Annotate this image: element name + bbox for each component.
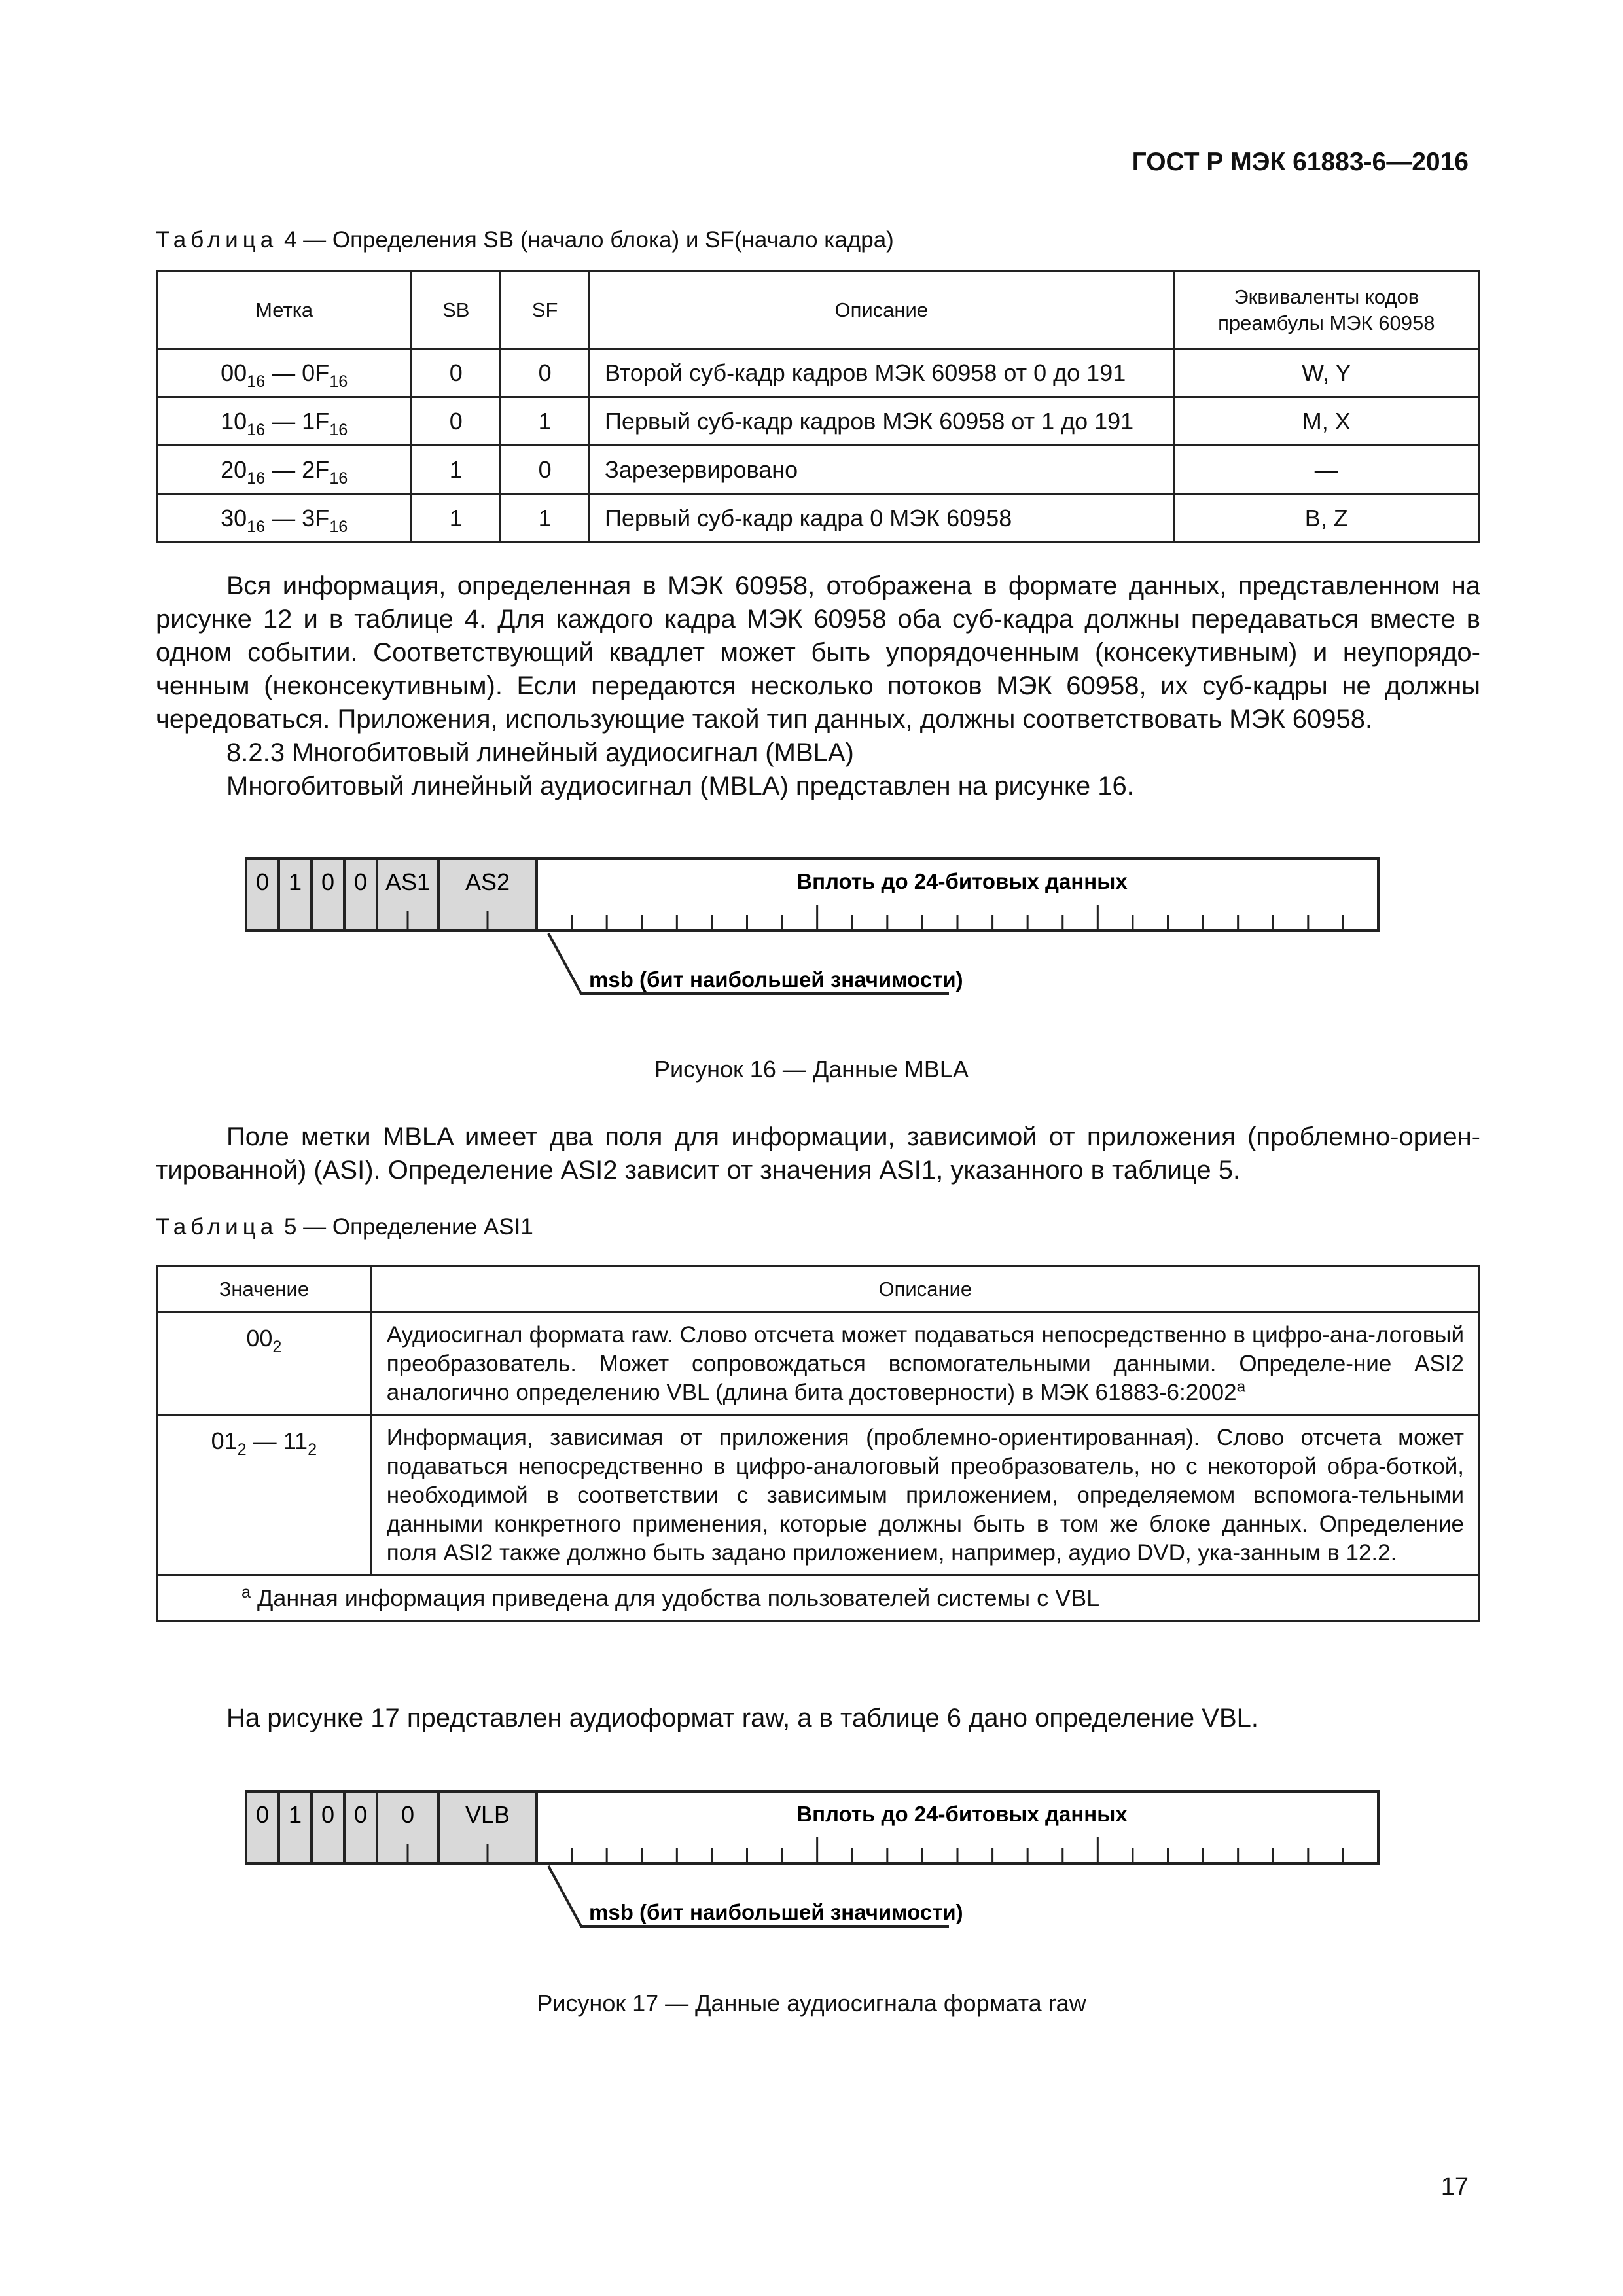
figure16-msb-label: msb (бит наибольшей значимости): [589, 967, 963, 992]
paragraph-raw-format: [156, 1702, 1480, 1735]
paragraph-line: рисунке 12 и в таблице 4. Для каждого кадра МЭК 60958 оба суб-кадра должны передаваться вместе в: [156, 605, 1480, 634]
table-row: [157, 397, 1480, 446]
paragraph-line: ченным (неконсекутивным). Если передаются несколько потоков МЭК 60958, их суб-кадры не должны: [156, 672, 1480, 700]
label-end-sub: 16: [329, 420, 348, 439]
figure17-diagram: [236, 1777, 1400, 1947]
table-row: [157, 494, 1480, 543]
table5-value-cell: [157, 1312, 372, 1415]
paragraph-line: На рисунке 17 представлен аудиоформат raw, а в таблице 6 дано определение VBL.: [226, 1704, 1258, 1732]
table5: [156, 1265, 1480, 1622]
table4-header-desc: Описание: [590, 272, 1174, 349]
field-cell-label: 0: [353, 1801, 368, 1828]
table-row: [157, 446, 1480, 494]
field-cell-label: AS2: [465, 869, 510, 895]
footnote-ref: a: [1236, 1378, 1246, 1396]
table4-sf-cell: 0: [501, 349, 590, 397]
table4-label-cell: [157, 446, 412, 494]
value-end-sub: 2: [308, 1440, 317, 1459]
field-cell-label: 0: [321, 1801, 335, 1828]
table4-sf-cell: 1: [501, 397, 590, 446]
value-sep: —: [246, 1427, 283, 1454]
paragraph-line: чередоваться. Приложения, использующие такой тип данных, должны соответствовать МЭК 60958.: [156, 705, 1373, 734]
label-start-sub: 16: [247, 372, 266, 391]
figure17-msb-label: msb (бит наибольшей значимости): [589, 1900, 963, 1924]
label-end: 0F: [302, 359, 330, 386]
label-start: 00: [221, 359, 247, 386]
field-cell-label: AS1: [385, 869, 431, 895]
table4-header-label: Метка: [157, 272, 412, 349]
table-row: [157, 349, 1480, 397]
field-cell-label: 0: [321, 869, 335, 895]
table4-header-row: [157, 272, 1480, 349]
table4-desc-cell: Второй суб-кадр кадров МЭК 60958 от 0 до 191: [590, 349, 1174, 397]
paragraph-mbla-asi: [156, 1121, 1480, 1187]
label-end-sub: 16: [329, 372, 348, 391]
paragraph-mbla-intro: Многобитовый линейный аудиосигнал (MBLA) представлен на рисунке 16.: [226, 772, 1134, 800]
paragraph-line: тированной) (ASI). Определение ASI2 зависит от значения ASI1, указанного в таблице 5.: [156, 1156, 1241, 1185]
table4-header-equiv-line2: преамбулы МЭК 60958: [1218, 311, 1435, 334]
table4-sf-cell: 1: [501, 494, 590, 543]
table4-desc-cell: Зарезервировано: [590, 446, 1174, 494]
table4-equiv-cell: M, X: [1173, 397, 1479, 446]
label-start: 10: [221, 407, 247, 435]
paragraph-line: одном событии. Соответствующий квадлет может быть упорядоченным (консекутивным) и неупорядо-: [156, 638, 1480, 667]
table5-caption-label: Таблица: [156, 1214, 278, 1240]
figure16-caption: Рисунок 16 — Данные MBLA: [654, 1056, 969, 1083]
figure17-ticks: [408, 1837, 1343, 1863]
label-start-sub: 16: [247, 420, 266, 439]
figure17-data-label: Вплоть до 24-битовых данных: [796, 1802, 1128, 1826]
table4-sb-cell: 1: [412, 446, 501, 494]
footnote-mark: a: [241, 1583, 251, 1602]
label-end: 1F: [302, 407, 330, 435]
table5-header-desc: Описание: [371, 1266, 1479, 1312]
table4-sb-cell: 1: [412, 494, 501, 543]
table4-label-cell: [157, 397, 412, 446]
table5-value-cell: [157, 1415, 372, 1575]
table4-header-equiv: [1173, 272, 1479, 349]
field-cell-label: VLB: [465, 1801, 510, 1828]
table5-footnote-row: [157, 1575, 1480, 1621]
table4: [156, 270, 1480, 543]
label-start: 20: [221, 456, 247, 483]
table4-caption: [156, 227, 894, 253]
table4-sb-cell: 0: [412, 349, 501, 397]
table5-caption: [156, 1214, 533, 1240]
figure16-data-label: Вплоть до 24-битовых данных: [796, 869, 1128, 893]
label-end-sub: 16: [329, 469, 348, 488]
table5-header-row: [157, 1266, 1480, 1312]
section-heading-8-2-3: 8.2.3 Многобитовый линейный аудиосигнал (MBLA): [226, 738, 854, 767]
table4-header-equiv-line1: Эквиваленты кодов: [1234, 285, 1419, 308]
table5-footnote: [157, 1575, 1480, 1621]
value-end: 11: [283, 1427, 308, 1454]
value-start-sub: 2: [237, 1440, 247, 1459]
figure17-caption: Рисунок 17 — Данные аудиосигнала формата raw: [537, 1990, 1086, 2017]
label-end-sub: 16: [329, 517, 348, 536]
table5-header-value: Значение: [157, 1266, 372, 1312]
label-start-sub: 16: [247, 517, 266, 536]
table4-desc-cell: Первый суб-кадр кадра 0 МЭК 60958: [590, 494, 1174, 543]
table4-desc-cell: Первый суб-кадр кадров МЭК 60958 от 1 до 191: [590, 397, 1174, 446]
field-cell-label: 0: [255, 1801, 270, 1828]
table4-equiv-cell: W, Y: [1173, 349, 1479, 397]
field-cell-label: 1: [288, 1801, 302, 1828]
table5-caption-text: 5 — Определение ASI1: [283, 1214, 533, 1240]
paragraph-mec60958: [156, 569, 1480, 803]
field-cell-label: 0: [401, 1801, 415, 1828]
table4-sb-cell: 0: [412, 397, 501, 446]
field-cell-label: 0: [255, 869, 270, 895]
label-end: 3F: [302, 504, 330, 531]
table4-equiv-cell: —: [1173, 446, 1479, 494]
label-end: 2F: [302, 456, 330, 483]
field-cell-label: 1: [288, 869, 302, 895]
label-sep: —: [265, 359, 302, 386]
table4-header-sb: SB: [412, 272, 501, 349]
paragraph-line: Вся информация, определенная в МЭК 60958, отображена в формате данных, представленном на: [226, 571, 1480, 600]
table5-desc-cell: Информация, зависимая от приложения (проблемно-ориентированная). Слово отсчета может подаваться непосредственно в цифро-аналоговый преобразователь, но с некоторой обра-боткой, необходимой в соответствии с зависимым приложением, определяемом вспомога-тельными данными конкретного применения, которые должны быть в том же блоке данных. Определение поля ASI2 также должно быть задано приложением, например, аудио DVD, ука-занным в 12.2.: [371, 1415, 1479, 1575]
paragraph-line: Поле метки MBLA имеет два поля для информации, зависимой от приложения (проблемно-ориен-: [226, 1122, 1480, 1151]
table4-sf-cell: 0: [501, 446, 590, 494]
table4-equiv-cell: B, Z: [1173, 494, 1479, 543]
table4-caption-label: Таблица: [156, 227, 278, 253]
table-row: [157, 1415, 1480, 1575]
figure16-diagram: [236, 844, 1400, 1014]
desc-text: Аудиосигнал формата raw. Слово отсчета может подаваться непосредственно в цифро-ана-логовый преобразователь. Может сопровождаться вспомогательными данными. Определе-ние ASI2 аналогично определению VBL (длина бита достоверности) в МЭК 61883-6:2002: [386, 1322, 1464, 1405]
footnote-text: Данная информация приведена для удобства пользователей системы с VBL: [251, 1584, 1100, 1611]
label-start: 30: [221, 504, 247, 531]
document-header: ГОСТ Р МЭК 61883-6—2016: [1132, 148, 1469, 176]
page-number: 17: [1440, 2173, 1469, 2200]
figure16-ticks: [408, 905, 1343, 931]
label-sep: —: [265, 407, 302, 435]
table4-label-cell: [157, 494, 412, 543]
label-start-sub: 16: [247, 469, 266, 488]
label-sep: —: [265, 504, 302, 531]
field-cell-label: 0: [353, 869, 368, 895]
value-sub: 2: [272, 1337, 282, 1356]
label-sep: —: [265, 456, 302, 483]
value-start: 01: [211, 1427, 238, 1454]
table4-header-sf: SF: [501, 272, 590, 349]
table4-label-cell: [157, 349, 412, 397]
table4-caption-text: 4 — Определения SB (начало блока) и SF(начало кадра): [283, 227, 894, 253]
value-text: 00: [246, 1325, 273, 1352]
table-row: [157, 1312, 1480, 1415]
table5-desc-cell: [371, 1312, 1479, 1415]
